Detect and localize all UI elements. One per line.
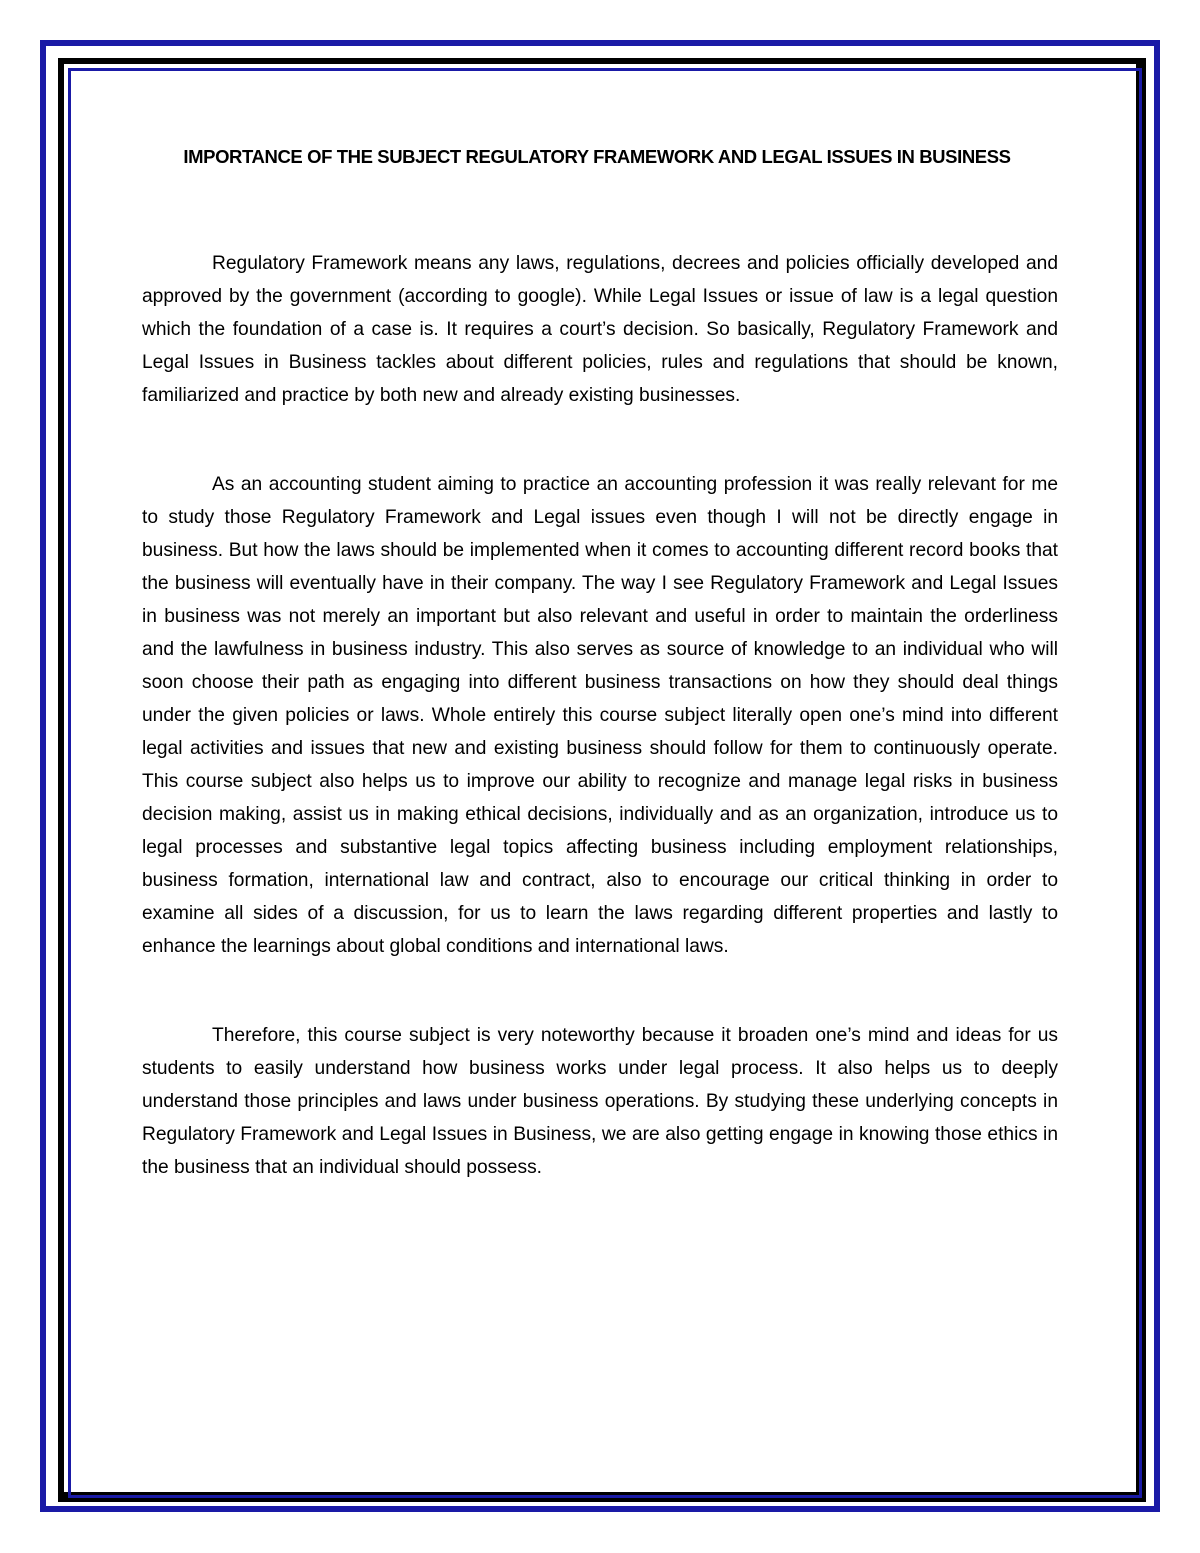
document-body: [142, 142, 1058, 1184]
page-border-shadow-right: [1142, 58, 1146, 1502]
paragraph-conclusion: Therefore, this course subject is very noteworthy because it broaden one’s mind and ideas for us students to easily understand how business works under legal process. It also helps us to deeply understand those principles and laws under business operations. By studying these underlying concepts in Regulatory Framework and Legal Issues in Business, we are also getting engage in knowing those ethics in the business that an individual should possess.: [142, 1025, 1058, 1178]
page-border-shadow-bottom: [58, 1498, 1146, 1502]
paragraph-student-perspective: As an accounting student aiming to practice an accounting profession it was really relevant for me to study those Regulatory Framework and Legal issues even though I will not be directly engage in business. But how the laws should be implemented when it comes to accounting different record books that the business will eventually have in their company. The way I see Regulatory Framework and Legal Issues in business was not merely an important but also relevant and useful in order to maintain the orderliness and the lawfulness in business industry. This also serves as source of knowledge to an individual who will soon choose their path as engaging into different business transactions on how they should deal things under the given policies or laws. Whole entirely this course subject literally open one’s mind into different legal activities and issues that new and existing business should follow for them to continuously operate. This course subject also helps us to improve our ability to recognize and manage legal risks in business decision making, assist us in making ethical decisions, individually and as an organization, introduce us to legal processes and substantive legal topics affecting business including employment relationships, business formation, international law and contract, also to encourage our critical thinking in order to examine all sides of a discussion, for us to learn the laws regarding different properties and lastly to enhance the learnings about global conditions and international laws.: [142, 474, 1058, 957]
document-title: IMPORTANCE OF THE SUBJECT REGULATORY FRAMEWORK AND LEGAL ISSUES IN BUSINESS: [183, 146, 1011, 167]
paragraph-definition: Regulatory Framework means any laws, regulations, decrees and policies officially developed and approved by the government (according to google). While Legal Issues or issue of law is a legal question which the foundation of a case is. It requires a court’s decision. So basically, Regulatory Framework and Legal Issues in Business tackles about different policies, rules and regulations that should be known, familiarized and practice by both new and already existing businesses.: [142, 253, 1058, 406]
